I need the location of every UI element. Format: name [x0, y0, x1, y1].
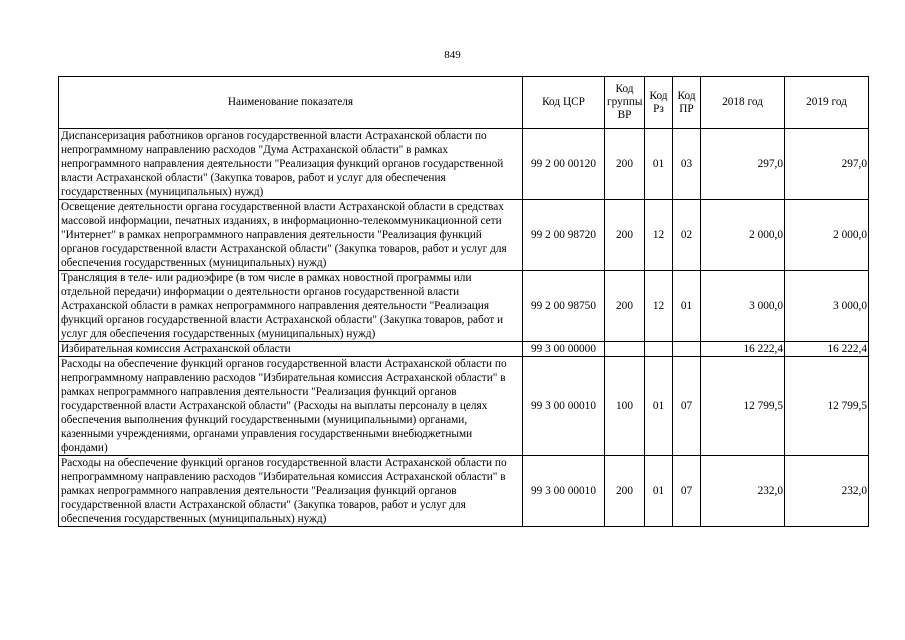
- page-number: 849: [444, 49, 461, 61]
- header-2018: 2018 год: [701, 77, 785, 129]
- row-name: Освещение деятельности органа государственной власти Астраханской области в средствах массовой информации, печатных изданиях, в информационно-телекоммуникационной сети "Интернет" в рамках непрограммного направления деятельности "Реализация функций органов государственной власти Астраханской области" (Закупка товаров, работ и услуг для обеспечения государственных (муниципальных) нужд): [59, 200, 523, 271]
- row-csr: 99 2 00 00120: [523, 129, 605, 200]
- table-header-row: [59, 77, 869, 129]
- header-rz: Код Рз: [645, 77, 673, 129]
- header-csr: Код ЦСР: [523, 77, 605, 129]
- row-name: Расходы на обеспечение функций органов государственной власти Астраханской области по непрограммному направлению расходов "Избирательная комиссия Астраханской области" в рамках непрограммного направления деятельности "Реализация функций органов государственной власти Астраханской области" (Расходы на выплаты персоналу в целях обеспечения выполнения функций государственными (муниципальными) органами, казенными учреждениями, органами управления государственными внебюджетными фондами): [59, 357, 523, 456]
- row-2018: 297,0: [701, 129, 785, 200]
- row-2019: 297,0: [785, 129, 869, 200]
- row-vr: 200: [605, 200, 645, 271]
- header-pr: Код ПР: [673, 77, 701, 129]
- row-pr: 03: [673, 129, 701, 200]
- row-2018: 12 799,5: [701, 357, 785, 456]
- row-2018: 3 000,0: [701, 271, 785, 342]
- row-pr: 02: [673, 200, 701, 271]
- budget-table: [58, 76, 869, 527]
- header-2019: 2019 год: [785, 77, 869, 129]
- row-csr: 99 3 00 00010: [523, 456, 605, 527]
- row-rz: [645, 342, 673, 357]
- row-rz: 01: [645, 129, 673, 200]
- row-name: Расходы на обеспечение функций органов государственной власти Астраханской области по непрограммному направлению расходов "Избирательная комиссия Астраханской области" в рамках непрограммного направления деятельности "Реализация функций органов государственной власти Астраханской области" (Закупка товаров, работ и услуг для обеспечения государственных (муниципальных) нужд): [59, 456, 523, 527]
- table-row: [59, 342, 869, 357]
- row-2019: 12 799,5: [785, 357, 869, 456]
- row-csr: 99 3 00 00000: [523, 342, 605, 357]
- header-vr: Код группы ВР: [605, 77, 645, 129]
- row-rz: 12: [645, 271, 673, 342]
- table-row: [59, 200, 869, 271]
- row-2019: 232,0: [785, 456, 869, 527]
- row-csr: 99 2 00 98720: [523, 200, 605, 271]
- row-2018: 2 000,0: [701, 200, 785, 271]
- row-name: Диспансеризация работников органов государственной власти Астраханской области по непрограммному направлению расходов "Дума Астраханской области" в рамках непрограммного направления деятельности "Реализация функций органов государственной власти Астраханской области" (Закупка товаров, работ и услуг для обеспечения государственных (муниципальных) нужд): [59, 129, 523, 200]
- row-vr: 200: [605, 129, 645, 200]
- row-2019: 16 222,4: [785, 342, 869, 357]
- row-2018: 16 222,4: [701, 342, 785, 357]
- row-vr: 200: [605, 271, 645, 342]
- row-pr: 07: [673, 357, 701, 456]
- row-csr: 99 3 00 00010: [523, 357, 605, 456]
- table-row: [59, 129, 869, 200]
- table-row: [59, 271, 869, 342]
- table-row: [59, 456, 869, 527]
- row-rz: 01: [645, 456, 673, 527]
- row-2018: 232,0: [701, 456, 785, 527]
- row-rz: 01: [645, 357, 673, 456]
- row-2019: 2 000,0: [785, 200, 869, 271]
- row-name: Избирательная комиссия Астраханской области: [59, 342, 523, 357]
- row-vr: 200: [605, 456, 645, 527]
- row-pr: 07: [673, 456, 701, 527]
- row-pr: [673, 342, 701, 357]
- row-2019: 3 000,0: [785, 271, 869, 342]
- row-rz: 12: [645, 200, 673, 271]
- row-vr: 100: [605, 357, 645, 456]
- row-vr: [605, 342, 645, 357]
- row-pr: 01: [673, 271, 701, 342]
- row-name: Трансляция в теле- или радиоэфире (в том числе в рамках новостной программы или отдельной передачи) информации о деятельности органов государственной власти Астраханской области в рамках непрограммного направления деятельности "Реализация функций органов государственной власти Астраханской области" (Закупка товаров, работ и услуг для обеспечения государственных (муниципальных) нужд): [59, 271, 523, 342]
- row-csr: 99 2 00 98750: [523, 271, 605, 342]
- table-row: [59, 357, 869, 456]
- header-name: Наименование показателя: [59, 77, 523, 129]
